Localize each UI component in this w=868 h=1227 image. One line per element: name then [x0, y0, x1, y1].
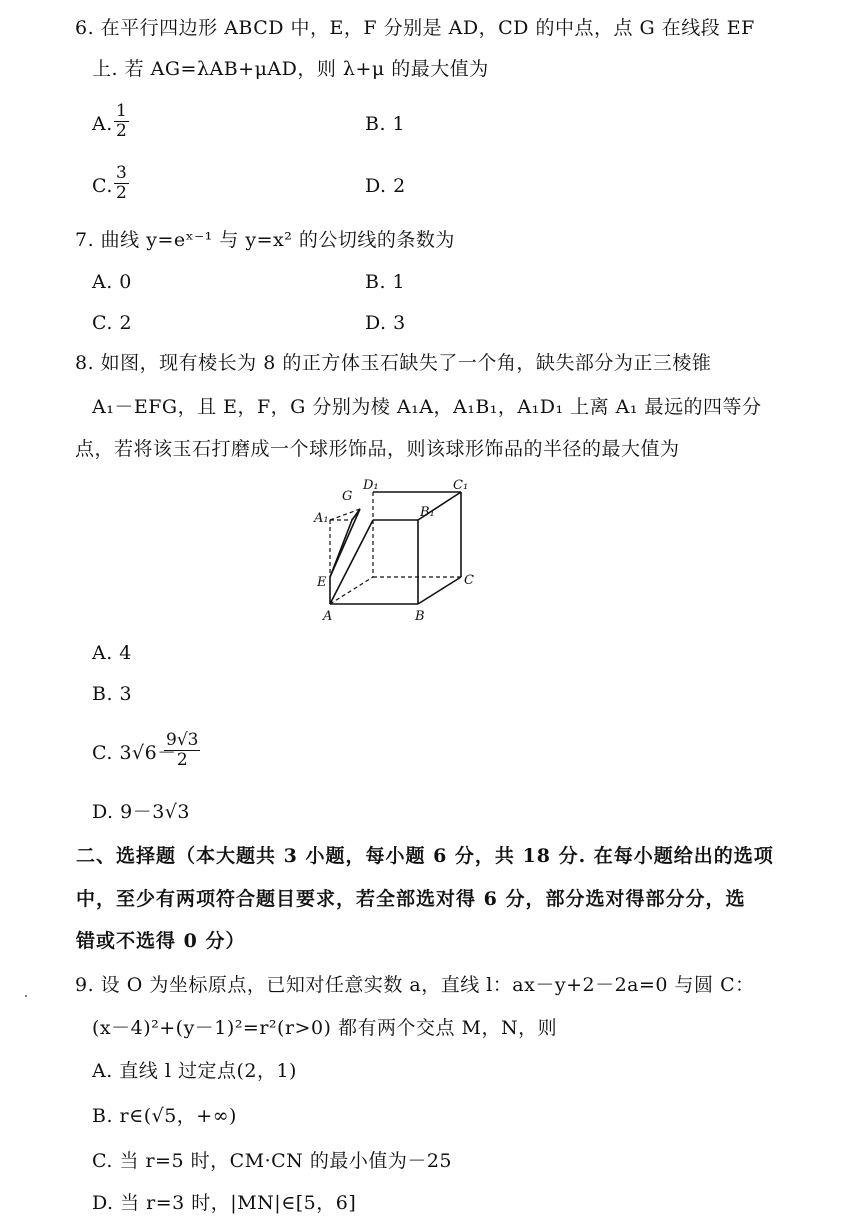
q6-option-b: B. 1 — [365, 113, 406, 135]
cut-edge-eg — [330, 509, 360, 577]
q8-option-c-denominator: 2 — [176, 750, 188, 770]
q7-option-a: A. 0 — [92, 271, 132, 293]
scan-speck — [25, 995, 27, 997]
q8-option-b: B. 3 — [92, 683, 133, 705]
cube-figure — [308, 472, 483, 631]
q8-option-c-fraction — [164, 731, 200, 770]
q8-stem-line3: 点，若将该玉石打磨成一个球形饰品，则该球形饰品的半径的最大值为 — [75, 438, 680, 460]
q8-option-a: A. 4 — [92, 642, 132, 664]
label-g: G — [342, 489, 353, 504]
label-b1: B₁ — [420, 505, 435, 520]
label-c: C — [464, 573, 474, 588]
label-d1: D₁ — [363, 478, 379, 493]
q9-option-d: D. 当 r=3 时，|MN|∈[5，6] — [92, 1192, 357, 1214]
q6-option-a-label: A. — [92, 113, 113, 135]
q6-option-a-numerator: 1 — [116, 101, 127, 121]
q7-option-d: D. 3 — [365, 312, 406, 334]
label-e: E — [317, 575, 327, 590]
q6-stem-line2: 上. 若 AG=λAB+μAD，则 λ+μ 的最大值为 — [92, 58, 489, 80]
label-c1: C₁ — [453, 478, 469, 493]
q8-option-c-prefix: C. 3√6－ — [92, 742, 177, 764]
q6-option-d: D. 2 — [365, 175, 406, 197]
q6-option-c-numerator: 3 — [116, 163, 127, 183]
q7-option-b: B. 1 — [365, 271, 406, 293]
label-a1: A₁ — [314, 511, 329, 526]
q6-option-c-fraction — [114, 164, 129, 203]
q6-option-a-fraction — [114, 102, 129, 141]
q6-option-c-label: C. — [92, 175, 113, 197]
q9-stem-line2: (x－4)²+(y－1)²=r²(r>0) 都有两个交点 M，N，则 — [92, 1017, 558, 1039]
q6-option-a-denominator: 2 — [116, 121, 127, 141]
q8-option-d: D. 9－3√3 — [92, 801, 191, 823]
q8-stem-line2: A₁－EFG，且 E，F，G 分别为棱 A₁A，A₁B₁，A₁D₁ 上离 A₁ 最远的四等分 — [92, 396, 762, 418]
q6-option-c-denominator: 2 — [116, 183, 127, 203]
q6-stem-line1: 6. 在平行四边形 ABCD 中，E，F 分别是 AD，CD 的中点，点 G 在线段 EF — [75, 17, 755, 39]
label-b: B — [415, 609, 425, 624]
section2-heading-line3: 错或不选得 0 分） — [76, 930, 246, 952]
label-a: A — [323, 609, 333, 624]
q9-option-a: A. 直线 l 过定点(2，1) — [92, 1060, 297, 1082]
cube-diagram — [308, 472, 483, 627]
q9-option-b: B. r∈(√5，+∞) — [92, 1105, 237, 1127]
q8-stem-line1: 8. 如图，现有棱长为 8 的正方体玉石缺失了一个角，缺失部分为正三棱锥 — [75, 352, 712, 374]
q9-stem-line1: 9. 设 O 为坐标原点，已知对任意实数 a，直线 l：ax－y+2－2a=0 与圆 C： — [75, 974, 755, 996]
q7-option-c: C. 2 — [92, 312, 133, 334]
q8-option-c-numerator: 9√3 — [166, 730, 199, 750]
q9-option-c: C. 当 r=5 时，CM·CN 的最小值为－25 — [92, 1150, 453, 1172]
q7-stem: 7. 曲线 y=eˣ⁻¹ 与 y=x² 的公切线的条数为 — [75, 229, 455, 251]
section2-heading-line1: 二、选择题（本大题共 3 小题，每小题 6 分，共 18 分. 在每小题给出的选项 — [76, 845, 774, 867]
section2-heading-line2: 中，至少有两项符合题目要求，若全部选对得 6 分，部分选对得部分分，选 — [76, 888, 746, 910]
edge-bc — [418, 577, 461, 604]
